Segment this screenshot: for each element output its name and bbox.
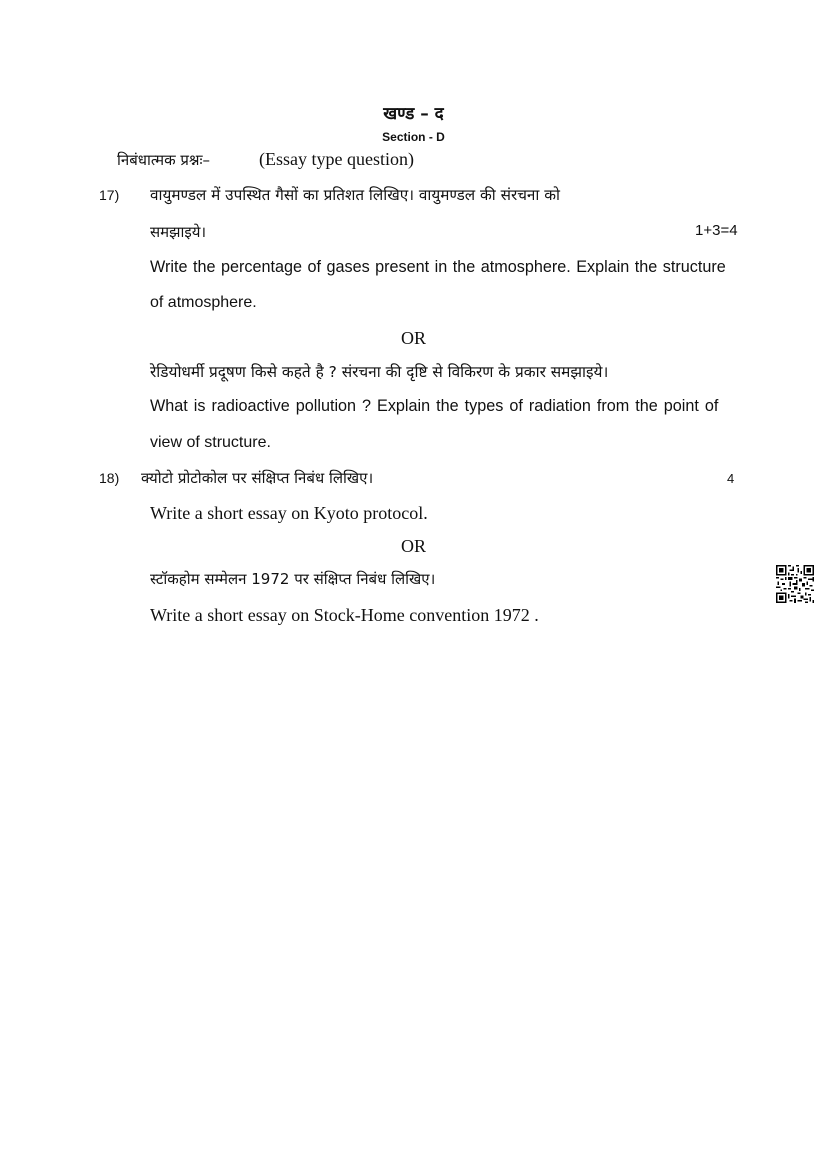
- q17-or: OR: [400, 328, 426, 348]
- q17-hindi-line2: समझाइये।: [150, 223, 207, 241]
- qr-code-icon: [776, 565, 814, 603]
- q18-alt-english: Write a short essay on Stock-Home convention 1972 .: [150, 605, 539, 625]
- q18-or: OR: [400, 536, 426, 556]
- q18-marks: 4: [727, 471, 735, 486]
- section-title-english: Section - D: [382, 130, 445, 144]
- q18-number: 18): [99, 470, 120, 486]
- q17-alt-hindi: रेडियोधर्मी प्रदूषण किसे कहते है ? संरचना की दृष्टि से विकिरण के प्रकार समझाइये।: [150, 363, 609, 381]
- question-type-hindi: निबंधात्मक प्रश्नः–: [117, 151, 211, 169]
- question-type-english: (Essay type question): [259, 149, 414, 169]
- q18-alt-hindi: स्टॉकहोम सम्मेलन 1972 पर संक्षिप्त निबंध लिखिए।: [150, 570, 436, 588]
- q17-number: 17): [99, 187, 120, 203]
- q17-hindi-line1: वायुमण्डल में उपस्थित गैसों का प्रतिशत लिखिए। वायुमण्डल की संरचना को: [150, 186, 560, 204]
- q17-english-line1: Write the percentage of gases present in the atmosphere. Explain the structure: [150, 258, 726, 276]
- q17-marks: 1+3=4: [695, 222, 738, 239]
- section-title-hindi: खण्ड – द: [383, 104, 444, 124]
- q17-alt-english-line1: What is radioactive pollution ? Explain the types of radiation from the point of: [150, 397, 719, 415]
- q17-alt-english-line2: view of structure.: [150, 434, 271, 451]
- q18-english: Write a short essay on Kyoto protocol.: [150, 503, 428, 523]
- q18-hindi: क्योटो प्रोटोकोल पर संक्षिप्त निबंध लिखिए।: [141, 469, 374, 487]
- q17-english-line2: of atmosphere.: [150, 294, 257, 311]
